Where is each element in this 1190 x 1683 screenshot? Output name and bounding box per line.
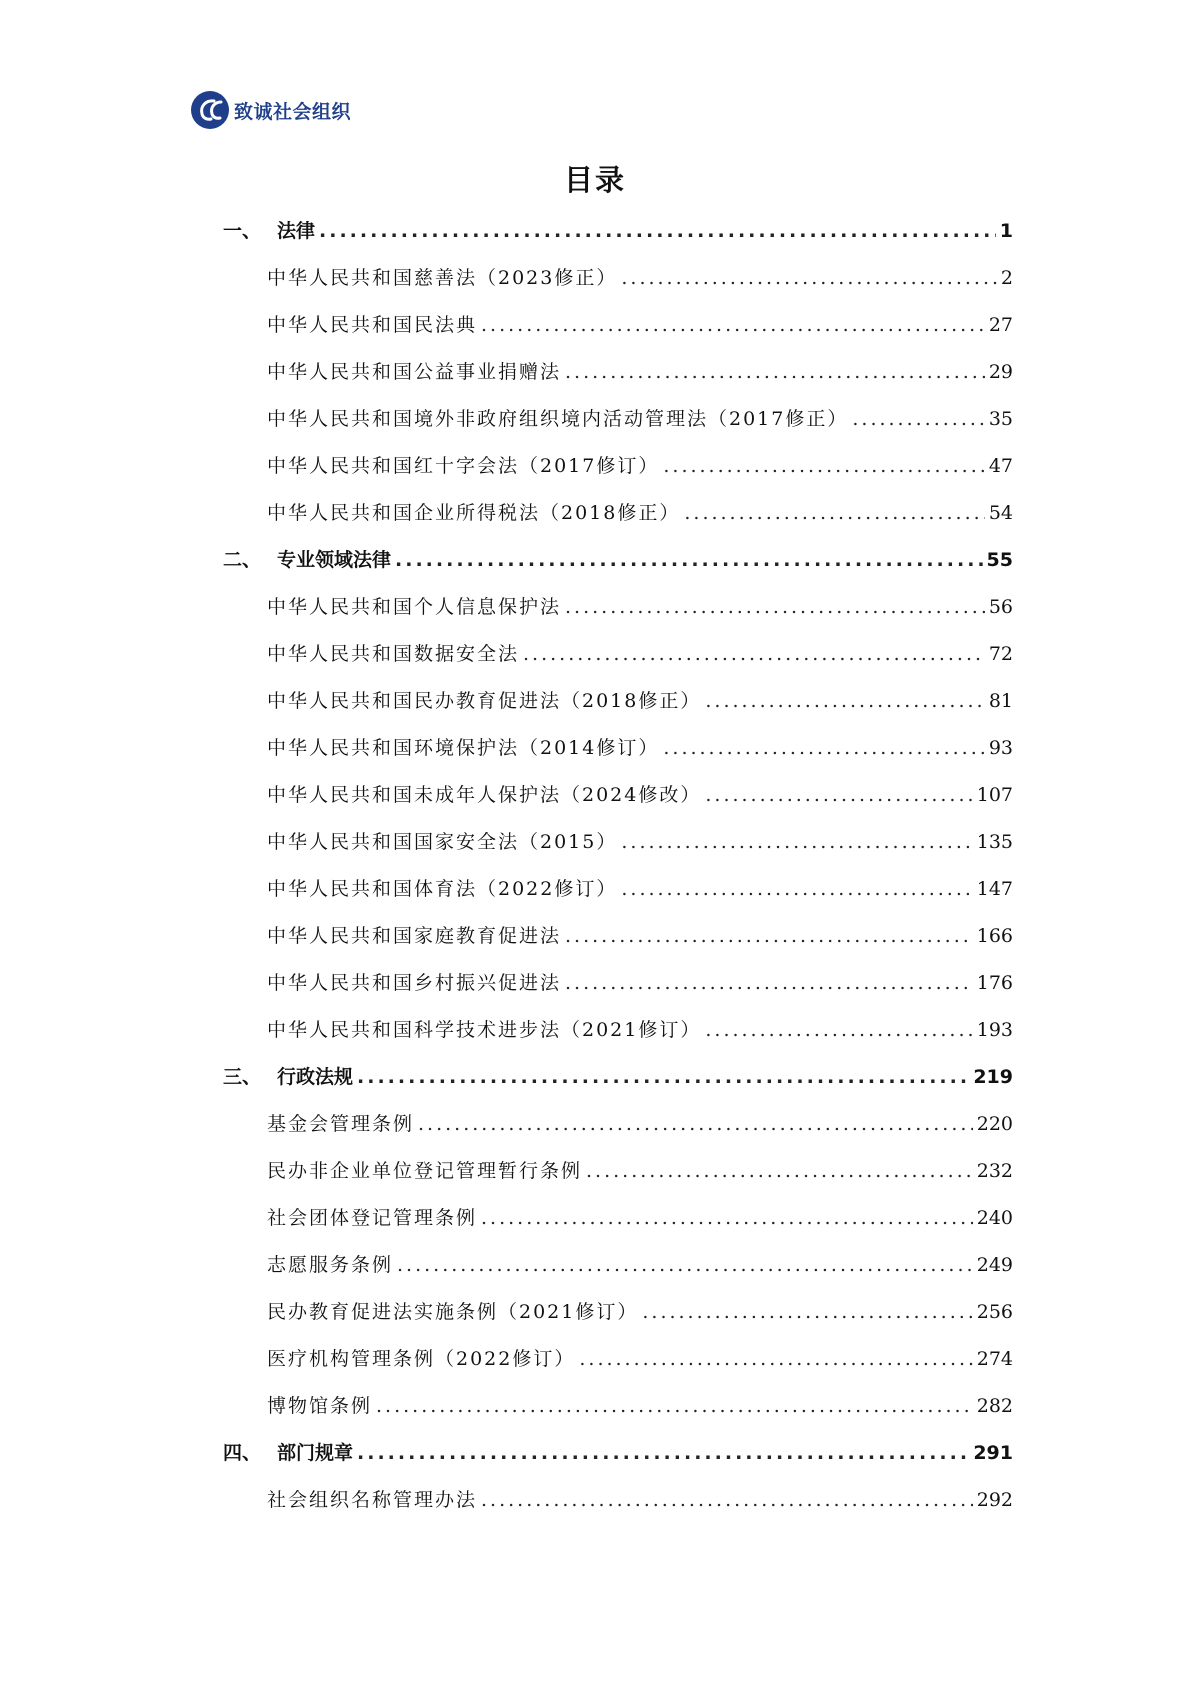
toc-page-number: 249: [976, 1254, 1013, 1276]
logo: [190, 90, 351, 130]
dot-leader: [642, 1301, 972, 1323]
toc-page-number: 176: [976, 972, 1013, 994]
dot-leader: [565, 361, 985, 383]
toc-page-number: 292: [976, 1489, 1013, 1511]
dot-leader: [565, 925, 973, 947]
toc-item-label: 中华人民共和国慈善法（2023修正）: [267, 267, 618, 289]
toc-page-number: 166: [976, 925, 1013, 947]
dot-leader: [684, 502, 984, 524]
dot-leader: [395, 549, 983, 571]
toc-page-number: 220: [976, 1113, 1013, 1135]
toc-item-label: 中华人民共和国红十字会法（2017修订）: [267, 455, 660, 477]
toc-item-label: 民办非企业单位登记管理暂行条例: [267, 1160, 583, 1182]
toc-page-number: 147: [976, 878, 1013, 900]
toc-page-number: 35: [988, 408, 1013, 430]
toc-page-number: 240: [976, 1207, 1013, 1229]
dot-leader: [621, 267, 997, 289]
toc-page-number: 56: [988, 596, 1013, 618]
toc-item-row[interactable]: [223, 498, 1013, 545]
toc-item-row[interactable]: [223, 1156, 1013, 1203]
toc-item-row[interactable]: [223, 1485, 1013, 1532]
toc-item-row[interactable]: [223, 1109, 1013, 1156]
toc-item-row[interactable]: [223, 263, 1013, 310]
toc-item-label: 社会组织名称管理办法: [267, 1489, 478, 1511]
toc-item-row[interactable]: [223, 1015, 1013, 1062]
toc-item-row[interactable]: [223, 874, 1013, 921]
dot-leader: [565, 972, 973, 994]
dot-leader: [357, 1066, 969, 1088]
toc-item-label: 民办教育促进法实施条例（2021修订）: [267, 1301, 639, 1323]
toc-page-number: 2: [1000, 267, 1013, 289]
toc-item-row[interactable]: [223, 1203, 1013, 1250]
toc-item-row[interactable]: [223, 968, 1013, 1015]
toc-section-label: 部门规章: [277, 1442, 354, 1464]
toc-item-label: 中华人民共和国乡村振兴促进法: [267, 972, 562, 994]
toc-page-number: 27: [988, 314, 1013, 336]
dot-leader: [565, 596, 985, 618]
dot-leader: [376, 1395, 973, 1417]
toc-page-number: 282: [976, 1395, 1013, 1417]
toc-section-row[interactable]: [223, 1062, 1013, 1109]
dot-leader: [705, 1019, 972, 1041]
toc-item-label: 中华人民共和国环境保护法（2014修订）: [267, 737, 660, 759]
toc-item-label: 中华人民共和国家庭教育促进法: [267, 925, 562, 947]
dot-leader: [852, 408, 984, 430]
dot-leader: [621, 831, 972, 853]
toc-page-number: 107: [976, 784, 1013, 806]
toc-item-row[interactable]: [223, 404, 1013, 451]
toc-item-row[interactable]: [223, 310, 1013, 357]
dot-leader: [319, 220, 996, 242]
toc-section-label: 专业领域法律: [277, 549, 392, 571]
dot-leader: [523, 643, 985, 665]
dot-leader: [705, 784, 972, 806]
toc-page-number: 29: [988, 361, 1013, 383]
logo-mark-icon: [190, 90, 230, 130]
toc-item-label: 中华人民共和国国家安全法（2015）: [267, 831, 618, 853]
toc-section-number: 四、: [223, 1442, 262, 1464]
toc-item-label: 中华人民共和国体育法（2022修订）: [267, 878, 618, 900]
toc-item-row[interactable]: [223, 451, 1013, 498]
toc-item-row[interactable]: [223, 827, 1013, 874]
toc-page-number: 55: [986, 549, 1013, 571]
dot-leader: [621, 878, 972, 900]
toc-item-row[interactable]: [223, 357, 1013, 404]
toc-page-number: 219: [973, 1066, 1013, 1088]
toc-page-number: 81: [988, 690, 1013, 712]
toc-item-label: 中华人民共和国个人信息保护法: [267, 596, 562, 618]
dot-leader: [663, 455, 984, 477]
dot-leader: [397, 1254, 973, 1276]
toc-page-number: 256: [976, 1301, 1013, 1323]
toc-item-label: 中华人民共和国科学技术进步法（2021修订）: [267, 1019, 702, 1041]
dot-leader: [663, 737, 984, 759]
toc-item-row[interactable]: [223, 921, 1013, 968]
dot-leader: [586, 1160, 973, 1182]
toc-item-row[interactable]: [223, 1250, 1013, 1297]
toc-section-number: 一、: [223, 220, 262, 242]
dot-leader: [481, 1207, 973, 1229]
toc-item-label: 中华人民共和国未成年人保护法（2024修改）: [267, 784, 702, 806]
dot-leader: [481, 1489, 973, 1511]
toc-item-label: 基金会管理条例: [267, 1113, 415, 1135]
toc-item-label: 博物馆条例: [267, 1395, 373, 1417]
toc-item-label: 中华人民共和国境外非政府组织境内活动管理法（2017修正）: [267, 408, 849, 430]
dot-leader: [705, 690, 984, 712]
toc-item-row[interactable]: [223, 733, 1013, 780]
toc-item-label: 中华人民共和国企业所得税法（2018修正）: [267, 502, 681, 524]
toc-item-row[interactable]: [223, 1297, 1013, 1344]
toc-item-row[interactable]: [223, 639, 1013, 686]
toc-item-label: 中华人民共和国民法典: [267, 314, 478, 336]
toc-page-number: 135: [976, 831, 1013, 853]
logo-text: 致诚社会组织: [234, 100, 352, 123]
toc-section-label: 法律: [277, 220, 316, 242]
toc-page-number: 193: [976, 1019, 1013, 1041]
toc-item-label: 中华人民共和国公益事业捐赠法: [267, 361, 562, 383]
toc-item-label: 中华人民共和国数据安全法: [267, 643, 520, 665]
page-title: 目录: [563, 163, 626, 197]
toc-item-label: 志愿服务条例: [267, 1254, 394, 1276]
toc-item-label: 中华人民共和国民办教育促进法（2018修正）: [267, 690, 702, 712]
dot-leader: [579, 1348, 972, 1370]
dot-leader: [481, 314, 985, 336]
toc-section-row[interactable]: [223, 1438, 1013, 1485]
dot-leader: [418, 1113, 973, 1135]
toc-item-row[interactable]: [223, 686, 1013, 733]
dot-leader: [357, 1442, 969, 1464]
toc-page-number: 1: [999, 220, 1013, 242]
toc-page-number: 93: [988, 737, 1013, 759]
toc-item-row[interactable]: [223, 780, 1013, 827]
toc-item-row[interactable]: [223, 1391, 1013, 1438]
toc-page-number: 54: [988, 502, 1013, 524]
toc-item-row[interactable]: [223, 1344, 1013, 1391]
toc-item-row[interactable]: [223, 592, 1013, 639]
toc-page-number: 232: [976, 1160, 1013, 1182]
toc-item-label: 医疗机构管理条例（2022修订）: [267, 1348, 576, 1370]
toc-section-row[interactable]: [223, 216, 1013, 263]
toc-page-number: 72: [988, 643, 1013, 665]
toc-section-number: 三、: [223, 1066, 262, 1088]
toc-section-label: 行政法规: [277, 1066, 354, 1088]
toc-section-row[interactable]: [223, 545, 1013, 592]
toc-item-label: 社会团体登记管理条例: [267, 1207, 478, 1229]
toc-page-number: 274: [976, 1348, 1013, 1370]
table-of-contents: [223, 216, 1013, 1532]
toc-page-number: 47: [988, 455, 1013, 477]
toc-page-number: 291: [973, 1442, 1013, 1464]
toc-section-number: 二、: [223, 549, 262, 571]
